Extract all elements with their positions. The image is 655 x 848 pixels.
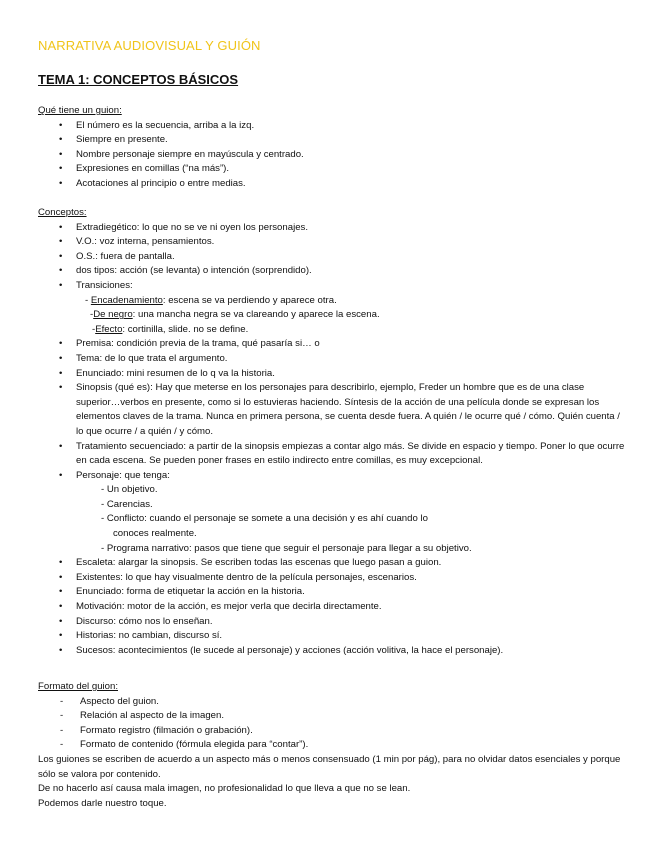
personaje-subitem: - Carencias. (101, 498, 153, 510)
list-item: - Formato de contenido (fórmula elegida para “contar”). (38, 738, 628, 753)
list-item: • V.O.: voz interna, pensamientos. (38, 235, 628, 250)
section-heading: Formato del guion: (38, 681, 118, 692)
list-item: • Acotaciones al principio o entre medias. (38, 177, 628, 192)
list-item: • Existentes: lo que hay visualmente dentro de la película personajes, escenarios. (38, 571, 628, 586)
dash-list (38, 695, 628, 753)
list-item: • Discurso: cómo nos lo enseñan. (38, 615, 628, 630)
topic-title: TEMA 1: CONCEPTOS BÁSICOS (38, 72, 239, 87)
list-item: • Expresiones en comillas (“na más”). (38, 162, 628, 177)
paragraph: Podemos darle nuestro toque. (38, 797, 167, 809)
list-item: • Extradiegético: lo que no se ve ni oyen los personajes. (38, 221, 628, 236)
list-item: • Motivación: motor de la acción, es mejor verla que decirla directamente. (38, 600, 628, 615)
personaje-subitem: - Un objetivo. (101, 484, 158, 496)
paragraph: Los guiones se escriben de acuerdo a un aspecto más o menos consensuado (1 min por pág), para no olvidar datos esenciales y porque sólo se valora por contenido. (38, 753, 621, 780)
list-item: • dos tipos: acción (se levanta) o intención (sorprendido). (38, 264, 628, 279)
list-item: - Relación al aspecto de la imagen. (38, 709, 628, 724)
personaje-subitem: - Programa narrativo: pasos que tiene que seguir el personaje para llegar a su objetivo. (101, 542, 472, 554)
list-item: • Nombre personaje siempre en mayúscula y centrado. (38, 148, 628, 163)
list-item: • Sucesos: acontecimientos (le sucede al personaje) y acciones (acción volitiva, la hace el personaje). (38, 644, 628, 659)
transition-item: -De negro: una mancha negra se va clareando y aparece la escena. (90, 309, 380, 321)
list-item: - Aspecto del guion. (38, 695, 628, 710)
section-que-tiene-un-guion (38, 104, 628, 192)
section-heading: Conceptos: (38, 207, 87, 218)
transition-item: - Encadenamiento: escena se va perdiendo y aparece otra. (85, 294, 337, 306)
list-item: • Personaje: que tenga: (38, 469, 628, 484)
section-heading: Qué tiene un guion: (38, 105, 122, 116)
bullet-list (38, 556, 628, 658)
list-item: • Premisa: condición previa de la trama, qué pasaría si… o (38, 337, 628, 352)
transition-term: Efecto (95, 323, 123, 335)
transition-term: De negro (93, 309, 133, 321)
list-item: • Siempre en presente. (38, 133, 628, 148)
transition-term: Encadenamiento (90, 294, 163, 306)
bullet-list (38, 337, 628, 483)
list-item: • Enunciado: forma de etiquetar la acción en la historia. (38, 585, 628, 600)
bullet-list (38, 221, 628, 294)
list-item: • Escaleta: alargar la sinopsis. Se escriben todas las escenas que luego pasan a guion. (38, 556, 628, 571)
paragraph: De no hacerlo así causa mala imagen, no profesionalidad lo que lleva a que no se lean. (38, 783, 411, 795)
list-item: • El número es la secuencia, arriba a la izq. (38, 119, 628, 134)
personaje-subitem: conoces realmente. (113, 528, 197, 540)
list-item: • Historias: no cambian, discurso sí. (38, 629, 628, 644)
list-item: • Tratamiento secuenciado: a partir de la sinopsis empiezas a contar algo más. Se divide en espacio y tiempo. Poner lo que ocurre en cada escena. Se pueden poner frases en estilo indirecto entre comillas, es muy excepcional. (38, 440, 628, 469)
list-item: • Sinopsis (qué es): Hay que meterse en los personajes para describirlo, ejemplo, Freder un hombre que es de una clase superior…verbos en presente, como si lo estuvieras haciendo. Síntesis de la acción de una película donde se expresan los elementos claves de la trama. Nunca en primera persona, se cuenta desde fuera. A quién / le ocurre qué / cómo. Quién cuenta / lo que ocurre / a quién / y cómo. (38, 381, 628, 439)
document-title: NARRATIVA AUDIOVISUAL Y GUIÓN (38, 38, 261, 53)
section-conceptos (38, 206, 628, 658)
bullet-list (38, 119, 628, 192)
list-item: • Transiciones: (38, 279, 628, 294)
personaje-subitem: - Conflicto: cuando el personaje se somete a una decisión y es ahí cuando lo (101, 513, 428, 525)
transition-item: -Efecto: cortinilla, slide. no se define. (92, 323, 249, 335)
list-item: • Enunciado: mini resumen de lo q va la historia. (38, 367, 628, 382)
list-item: • Tema: de lo que trata el argumento. (38, 352, 628, 367)
section-formato-del-guion (38, 680, 628, 811)
list-item: • O.S.: fuera de pantalla. (38, 250, 628, 265)
list-item: - Formato registro (filmación o grabación). (38, 724, 628, 739)
